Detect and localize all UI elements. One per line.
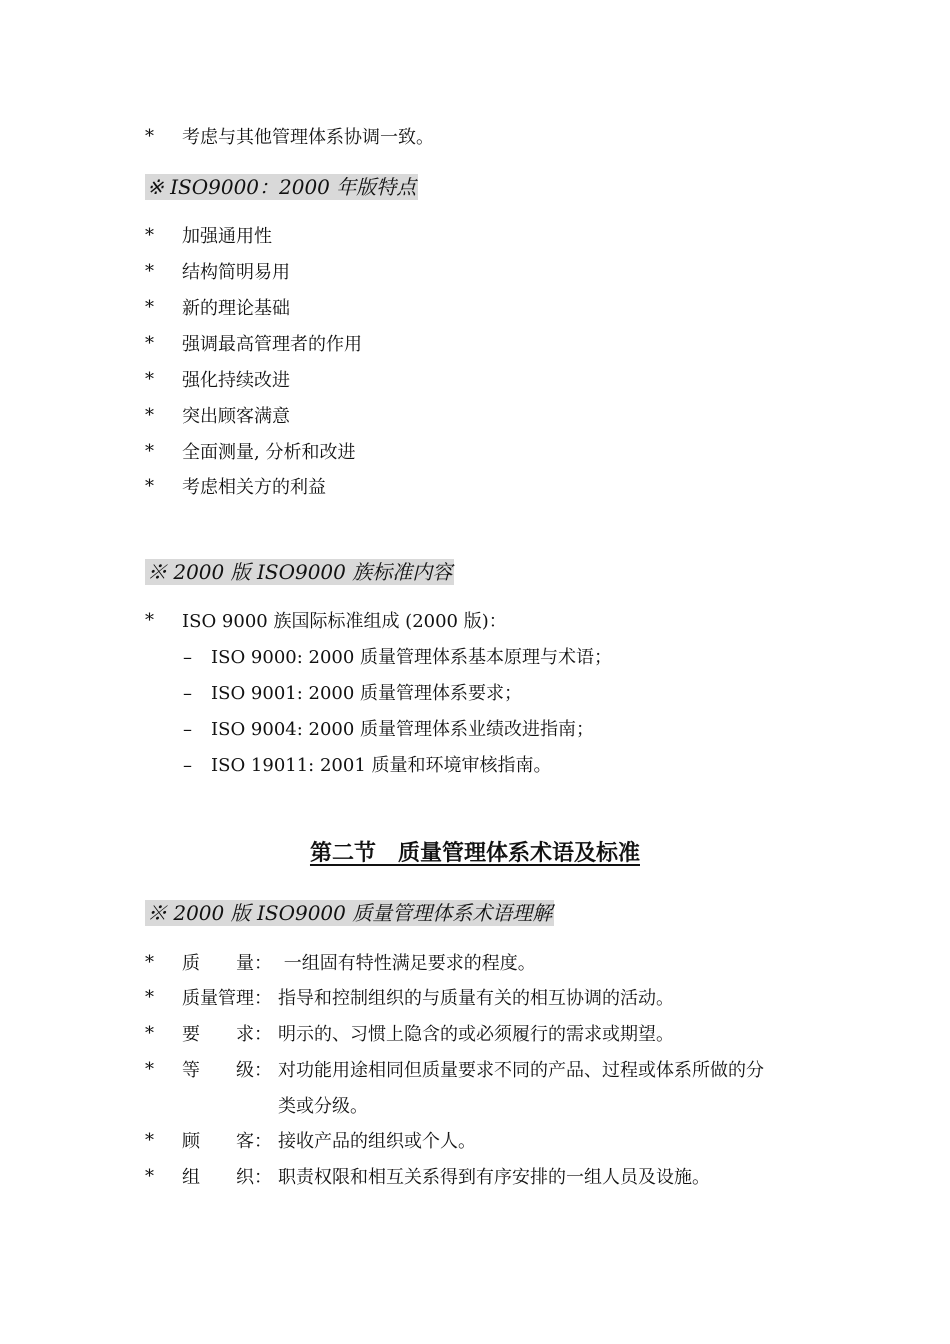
term-row <box>182 1023 674 1047</box>
bullet: * <box>145 610 154 631</box>
list-item: 突出顾客满意 <box>182 406 290 427</box>
term-label: 要 求： <box>182 1024 272 1045</box>
term-row <box>182 1130 476 1154</box>
term-row <box>182 1059 764 1083</box>
term-label: 质量管理： <box>182 988 272 1009</box>
list-item: 结构简明易用 <box>182 262 290 283</box>
bullet: * <box>145 261 154 282</box>
list-item: 考虑相关方的利益 <box>182 477 326 498</box>
list-item: 新的理论基础 <box>182 298 290 319</box>
bullet: * <box>145 1023 154 1044</box>
bullet: * <box>145 1166 154 1187</box>
bullet: * <box>145 441 154 462</box>
bullet: * <box>145 1059 154 1080</box>
dash: – <box>183 755 192 776</box>
term-row <box>182 987 674 1011</box>
term-label: 质 量： <box>182 953 272 974</box>
term-label: 顾 客： <box>182 1131 272 1152</box>
section-heading: ※ 2000 版 ISO9000 质量管理体系术语理解 <box>147 901 553 925</box>
bullet: * <box>145 333 154 354</box>
sub-list-item <box>183 646 612 670</box>
sub-list-item <box>183 682 522 706</box>
sub-list-item <box>183 718 594 742</box>
term-definition: 一组固有特性满足要求的程度。 <box>278 953 536 974</box>
bullet: * <box>145 405 154 426</box>
term-label: 等 级： <box>182 1060 272 1081</box>
bullet: * <box>145 476 154 497</box>
list-item: 考虑与其他管理体系协调一致。 <box>182 127 434 148</box>
term-definition: 对功能用途相同但质量要求不同的产品、过程或体系所做的分 <box>278 1060 764 1081</box>
term-label: 组 织： <box>182 1167 272 1188</box>
section-heading: ※ ISO9000：2000 年版特点 <box>147 175 417 199</box>
bullet: * <box>145 225 154 246</box>
sub-list-text: ISO 9004: 2000 质量管理体系业绩改进指南； <box>211 719 595 740</box>
term-definition: 明示的、习惯上隐含的或必须履行的需求或期望。 <box>278 1024 674 1045</box>
list-item: 加强通用性 <box>182 226 272 247</box>
list-item: 全面测量, 分析和改进 <box>182 442 356 463</box>
dash: – <box>183 719 192 740</box>
term-definition-continued: 类或分级。 <box>278 1096 368 1117</box>
bullet: * <box>145 126 154 147</box>
list-item: ISO 9000 族国际标准组成 (2000 版)： <box>182 611 507 632</box>
term-definition: 指导和控制组织的与质量有关的相互协调的活动。 <box>278 988 674 1009</box>
sub-list-text: ISO 19011: 2001 质量和环境审核指南。 <box>211 755 552 776</box>
list-item: 强化持续改进 <box>182 370 290 391</box>
dash: – <box>183 683 192 704</box>
sub-list-item <box>183 754 552 778</box>
term-row <box>182 1166 710 1190</box>
bullet: * <box>145 987 154 1008</box>
bullet: * <box>145 1130 154 1151</box>
chapter-title: 第二节 质量管理体系术语及标准 <box>309 841 640 866</box>
term-definition: 接收产品的组织或个人。 <box>278 1131 476 1152</box>
bullet: * <box>145 297 154 318</box>
term-row <box>182 952 536 976</box>
dash: – <box>183 647 192 668</box>
sub-list-text: ISO 9001: 2000 质量管理体系要求； <box>211 683 523 704</box>
section-heading: ※ 2000 版 ISO9000 族标准内容 <box>147 560 453 584</box>
bullet: * <box>145 952 154 973</box>
list-item: 强调最高管理者的作用 <box>182 334 362 355</box>
sub-list-text: ISO 9000: 2000 质量管理体系基本原理与术语； <box>211 647 613 668</box>
bullet: * <box>145 369 154 390</box>
term-definition: 职责权限和相互关系得到有序安排的一组人员及设施。 <box>278 1167 710 1188</box>
